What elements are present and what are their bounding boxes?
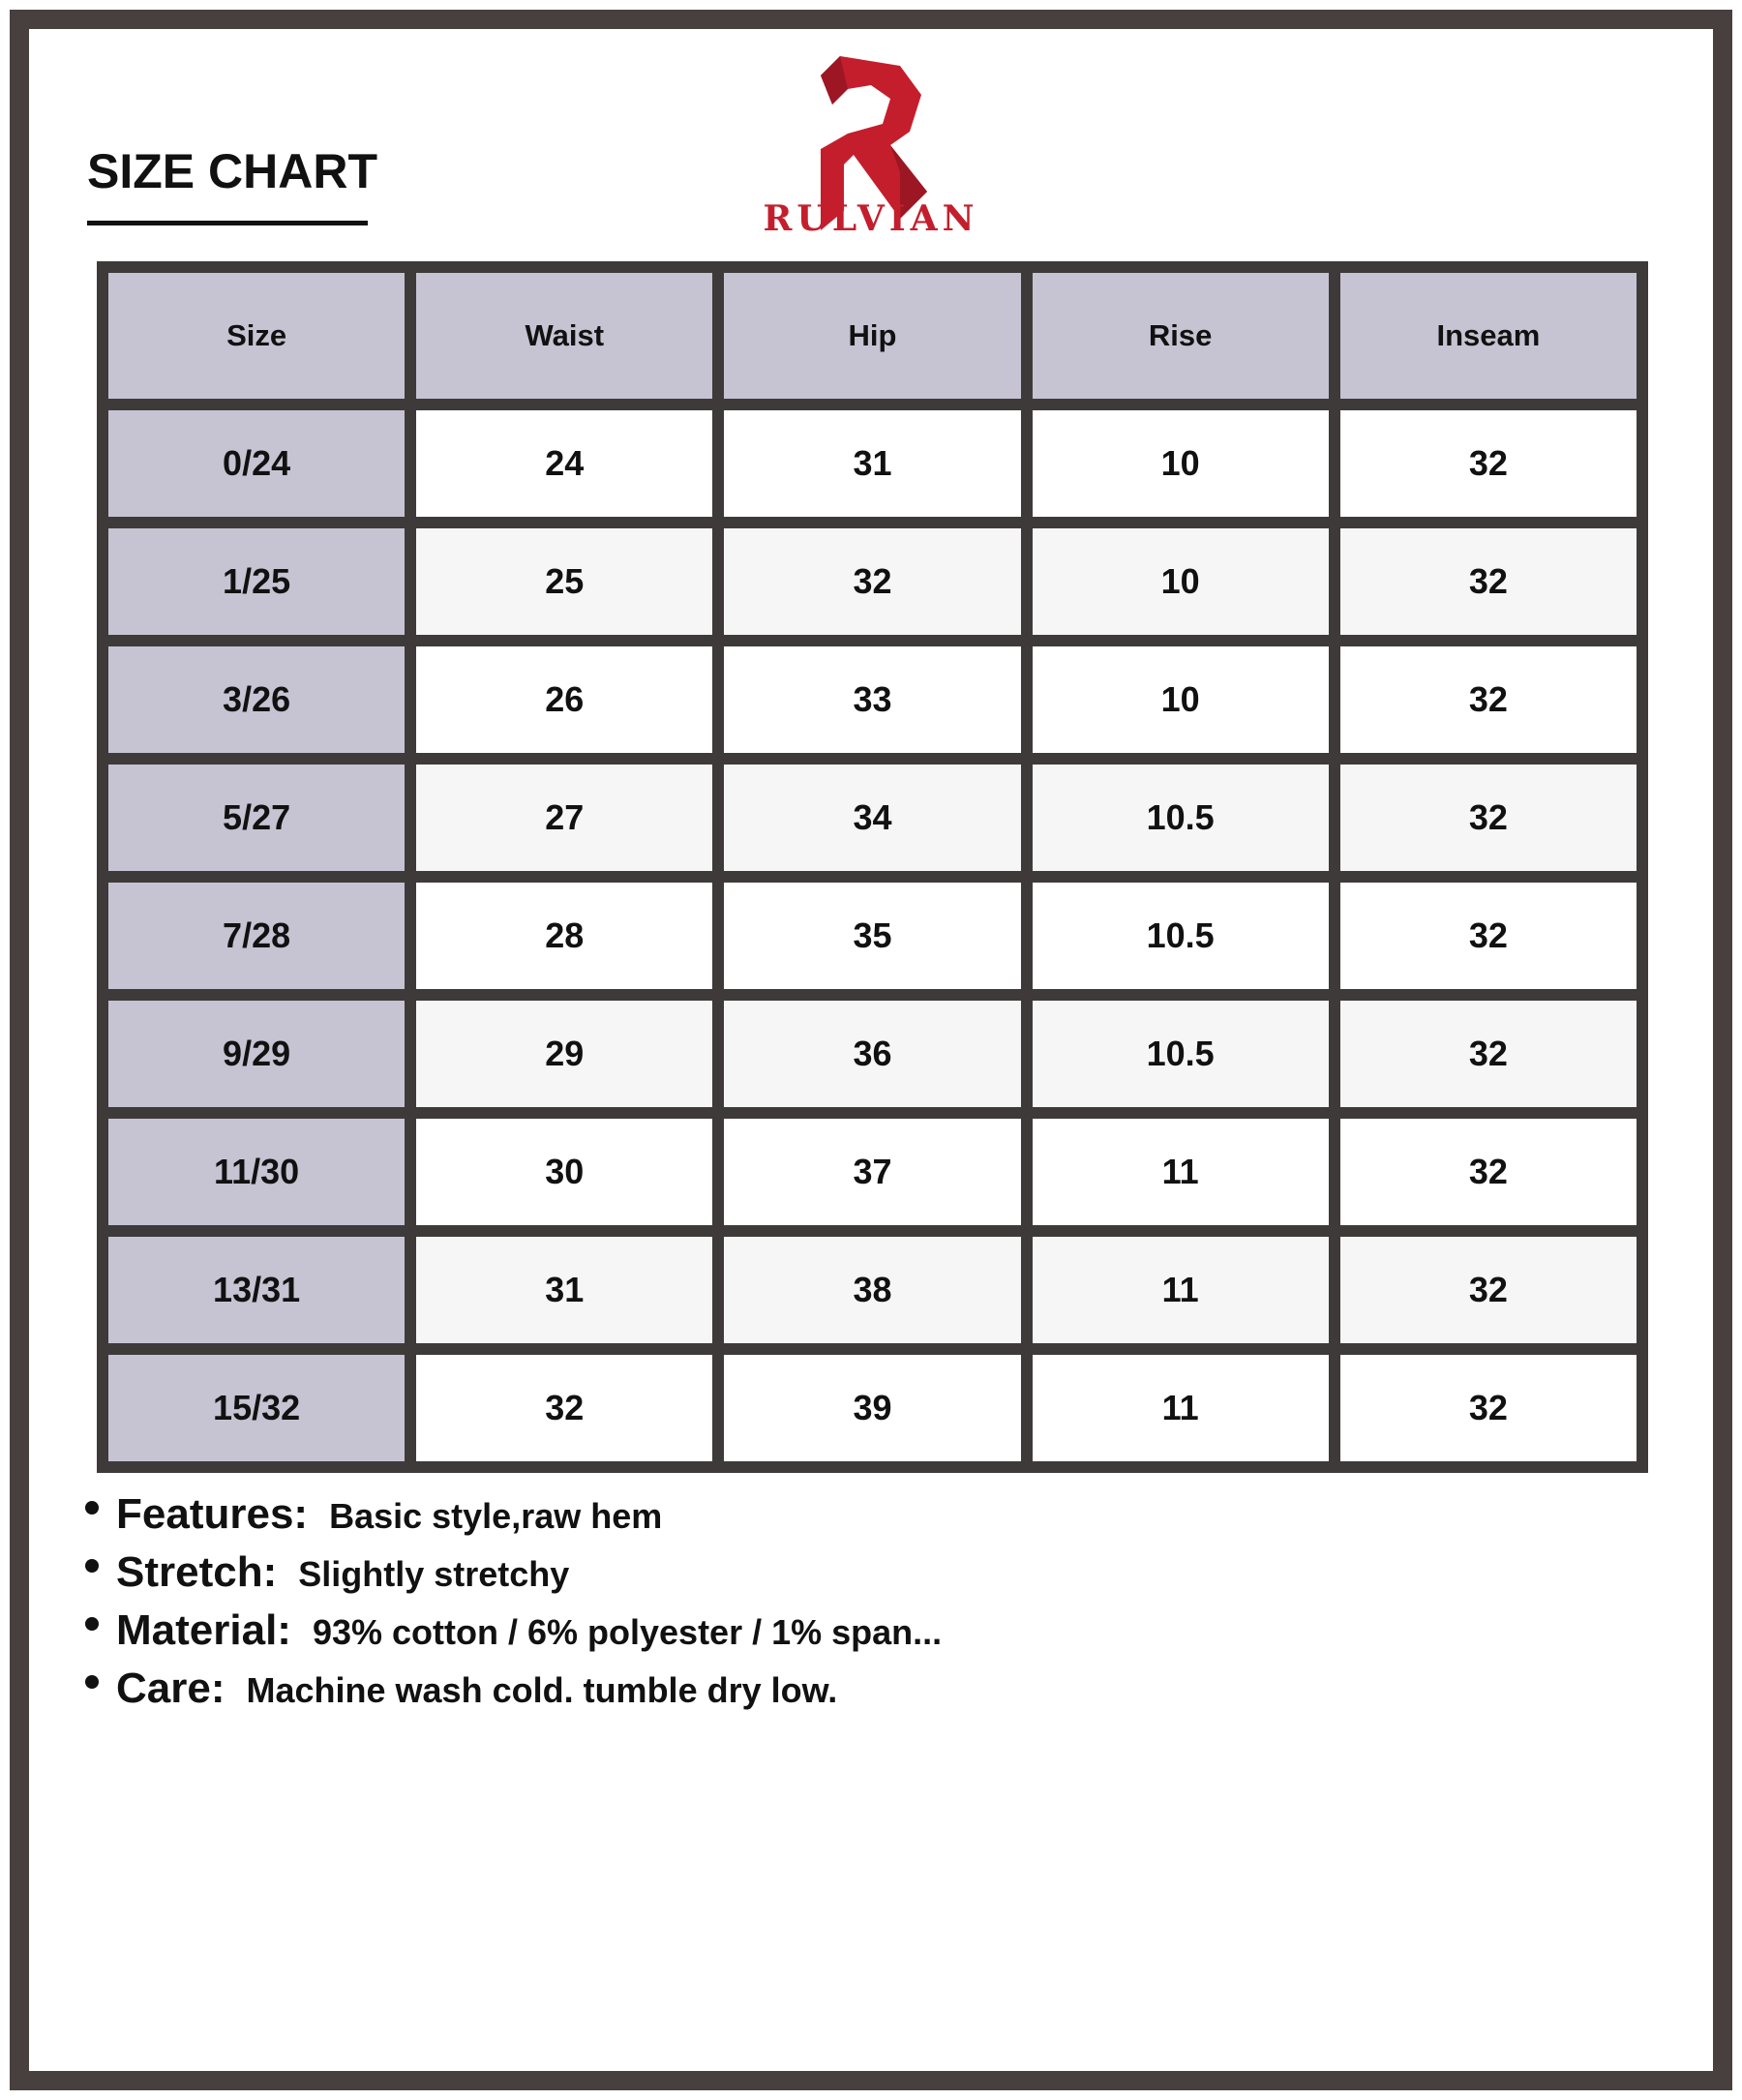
rise-cell: 10 (1033, 528, 1329, 635)
hip-cell: 35 (724, 883, 1020, 989)
size-cell: 7/28 (108, 883, 405, 989)
rise-cell: 10.5 (1033, 1001, 1329, 1107)
size-cell: 15/32 (108, 1355, 405, 1461)
size-cell: 0/24 (108, 410, 405, 517)
table-row (108, 1001, 1637, 1107)
inseam-cell: 32 (1340, 1001, 1637, 1107)
title-underline (87, 221, 368, 225)
waist-cell: 25 (416, 528, 712, 635)
brand-name: RULVIAN (763, 198, 979, 239)
rise-cell: 11 (1033, 1237, 1329, 1343)
table-row (108, 883, 1637, 989)
table-row (108, 646, 1637, 753)
table-row (108, 1237, 1637, 1343)
spec-stretch (85, 1548, 942, 1606)
rise-cell: 11 (1033, 1119, 1329, 1225)
bullet-icon (85, 1501, 99, 1515)
waist-cell: 30 (416, 1119, 712, 1225)
inseam-cell: 32 (1340, 528, 1637, 635)
waist-cell: 27 (416, 765, 712, 871)
inseam-cell: 32 (1340, 765, 1637, 871)
waist-cell: 28 (416, 883, 712, 989)
spec-label: Care: (116, 1665, 225, 1712)
hip-cell: 37 (724, 1119, 1020, 1225)
spec-value: Machine wash cold. tumble dry low. (246, 1670, 838, 1710)
spec-care (85, 1665, 942, 1723)
hip-cell: 39 (724, 1355, 1020, 1461)
hip-cell: 31 (724, 410, 1020, 517)
column-header-waist: Waist (416, 273, 712, 399)
spec-value: 93% cotton / 6% polyester / 1% span... (312, 1612, 943, 1652)
table-row (108, 1119, 1637, 1225)
rise-cell: 11 (1033, 1355, 1329, 1461)
table-row (108, 765, 1637, 871)
size-cell: 13/31 (108, 1237, 405, 1343)
hip-cell: 36 (724, 1001, 1020, 1107)
inseam-cell: 32 (1340, 646, 1637, 753)
table-row (108, 528, 1637, 635)
bullet-icon (85, 1559, 99, 1573)
size-cell: 11/30 (108, 1119, 405, 1225)
size-chart-table (97, 261, 1648, 1473)
waist-cell: 32 (416, 1355, 712, 1461)
waist-cell: 29 (416, 1001, 712, 1107)
spec-label: Features: (116, 1490, 309, 1538)
spec-label: Stretch: (116, 1548, 278, 1596)
hip-cell: 32 (724, 528, 1020, 635)
table-header-row (108, 273, 1637, 399)
inseam-cell: 32 (1340, 1355, 1637, 1461)
size-cell: 1/25 (108, 528, 405, 635)
spec-value: Slightly stretchy (298, 1554, 570, 1594)
inseam-cell: 32 (1340, 1119, 1637, 1225)
column-header-size: Size (108, 273, 405, 399)
hip-cell: 33 (724, 646, 1020, 753)
inseam-cell: 32 (1340, 1237, 1637, 1343)
column-header-inseam: Inseam (1340, 273, 1637, 399)
spec-label: Material: (116, 1606, 291, 1654)
hip-cell: 34 (724, 765, 1020, 871)
rise-cell: 10 (1033, 646, 1329, 753)
bullet-icon (85, 1617, 99, 1631)
column-header-hip: Hip (724, 273, 1020, 399)
waist-cell: 31 (416, 1237, 712, 1343)
inseam-cell: 32 (1340, 883, 1637, 989)
inseam-cell: 32 (1340, 410, 1637, 517)
rise-cell: 10.5 (1033, 765, 1329, 871)
rise-cell: 10 (1033, 410, 1329, 517)
hip-cell: 38 (724, 1237, 1020, 1343)
waist-cell: 24 (416, 410, 712, 517)
size-cell: 3/26 (108, 646, 405, 753)
page-title: SIZE CHART (87, 144, 377, 198)
spec-material (85, 1606, 942, 1665)
table-row (108, 1355, 1637, 1461)
size-cell: 5/27 (108, 765, 405, 871)
bullet-icon (85, 1675, 99, 1689)
waist-cell: 26 (416, 646, 712, 753)
column-header-rise: Rise (1033, 273, 1329, 399)
size-cell: 9/29 (108, 1001, 405, 1107)
table-row (108, 410, 1637, 517)
spec-value: Basic style,raw hem (329, 1496, 663, 1536)
spec-features (85, 1490, 942, 1548)
rise-cell: 10.5 (1033, 883, 1329, 989)
product-specs (85, 1490, 942, 1723)
